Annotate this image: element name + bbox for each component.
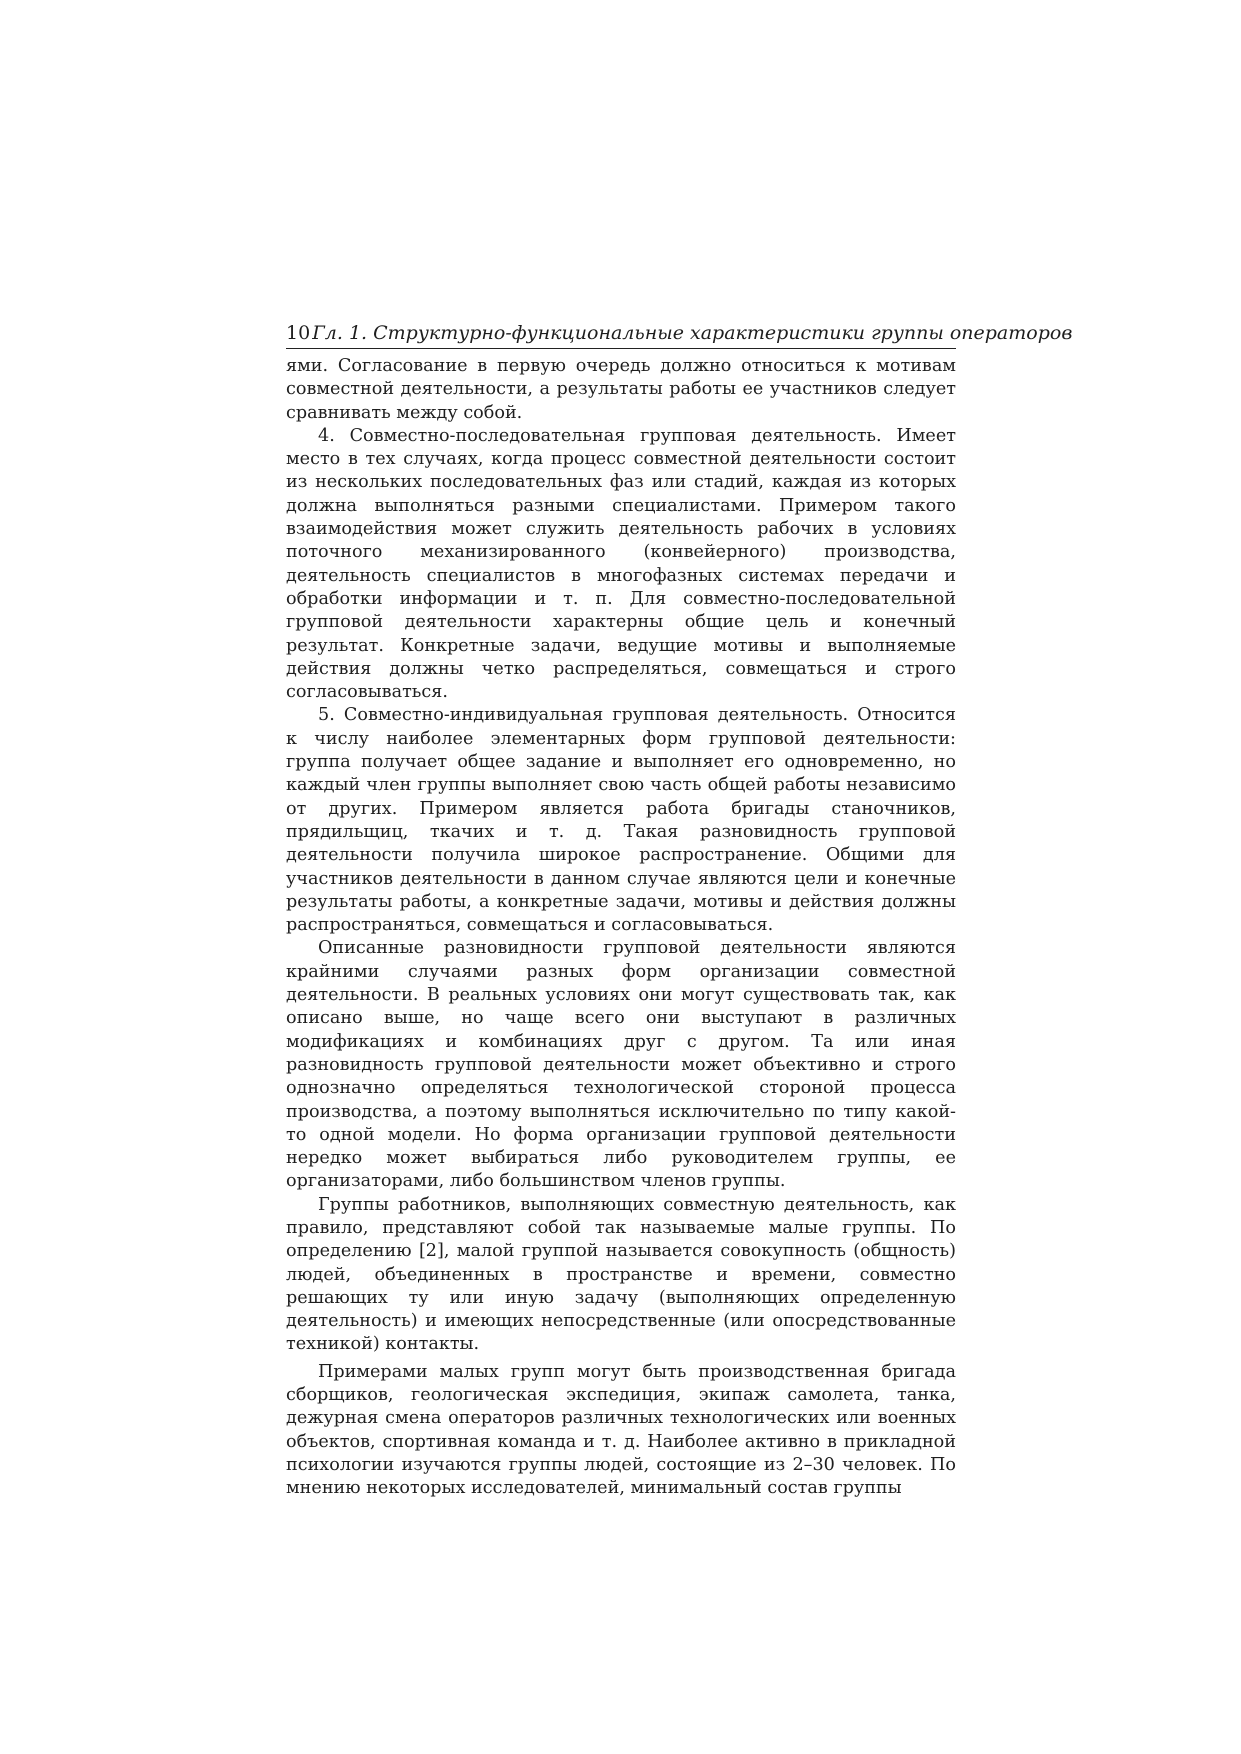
book-page [286, 318, 1073, 1501]
body-text [286, 355, 956, 1501]
paragraph: Описанные разновидности групповой деятельности являются крайними случаями разных форм организации совместной деятельности. В реальных условиях они могут существовать так, как описано выше, но чаще всего они выступают в различных модификациях и комбинациях друг с другом. Та или иная разновидность групповой деятельности может объективно и строго однозначно определяться технологической стороной процесса производства, а поэтому выполняться исключительно по типу какой-то одной модели. Но форма организации групповой деятельности нередко может выбираться либо руководителем группы, ее организаторами, либо большинством членов группы. [286, 938, 956, 1192]
paragraph-item-4: 4. Совместно-последовательная групповая деятельность. Имеет место в тех случаях, когда процесс совместной деятельности состоит из нескольких последовательных фаз или стадий, каждая из которых должна выполняться разными специалистами. Примером такого взаимодействия может служить деятельность рабочих в условиях поточного механизированного (конвейерного) производства, деятельность специалистов в многофазных системах передачи и обработки информации и т. п. Для совместно-последовательной групповой деятельности характерны общие цель и конечный результат. Конкретные задачи, ведущие мотивы и выполняемые действия должны четко распределяться, совмещаться и строго согласовываться. [286, 425, 956, 703]
paragraph-item-5: 5. Совместно-индивидуальная групповая деятельность. Относится к числу наиболее элементарных форм групповой деятельности: группа получает общее задание и выполняет его одновременно, но каждый член группы выполняет свою часть общей работы независимо от других. Примером является работа бригады станочников, прядильщиц, ткачих и т. д. Такая разновидность групповой деятельности получила широкое распространение. Общими для участников деятельности в данном случае являются цели и конечные результаты работы, а конкретные задачи, мотивы и действия должны распространяться, совмещаться и согласовываться. [286, 705, 956, 936]
paragraph-continuation: ями. Согласование в первую очередь должно относиться к мотивам совместной деятельности, а результаты работы ее участников следует сравнивать между собой. [286, 356, 956, 423]
paragraph: Примерами малых групп могут быть производственная бригада сборщиков, геологическая экспедиция, экипаж самолета, танка, дежурная смена операторов различных технологических или военных объектов, спортивная команда и т. д. Наиболее активно в прикладной психологии изучаются группы людей, состоящие из 2–30 человек. По мнению некоторых исследователей, минимальный состав группы [286, 1361, 956, 1499]
paragraph: Группы работников, выполняющих совместную деятельность, как правило, представляют собой так называемые малые группы. По определению [2], малой группой называется совокупность (общность) людей, объединенных в пространстве и времени, совместно решающих ту или иную задачу (выполняющих определенную деятельность) и имеющих непосредственные (или опосредствованные техникой) контакты. [286, 1194, 956, 1355]
running-header [286, 318, 1073, 349]
page-number: 10 [286, 322, 311, 344]
chapter-title: Гл. 1. Структурно-функциональные характеристики группы операторов [312, 322, 1073, 344]
